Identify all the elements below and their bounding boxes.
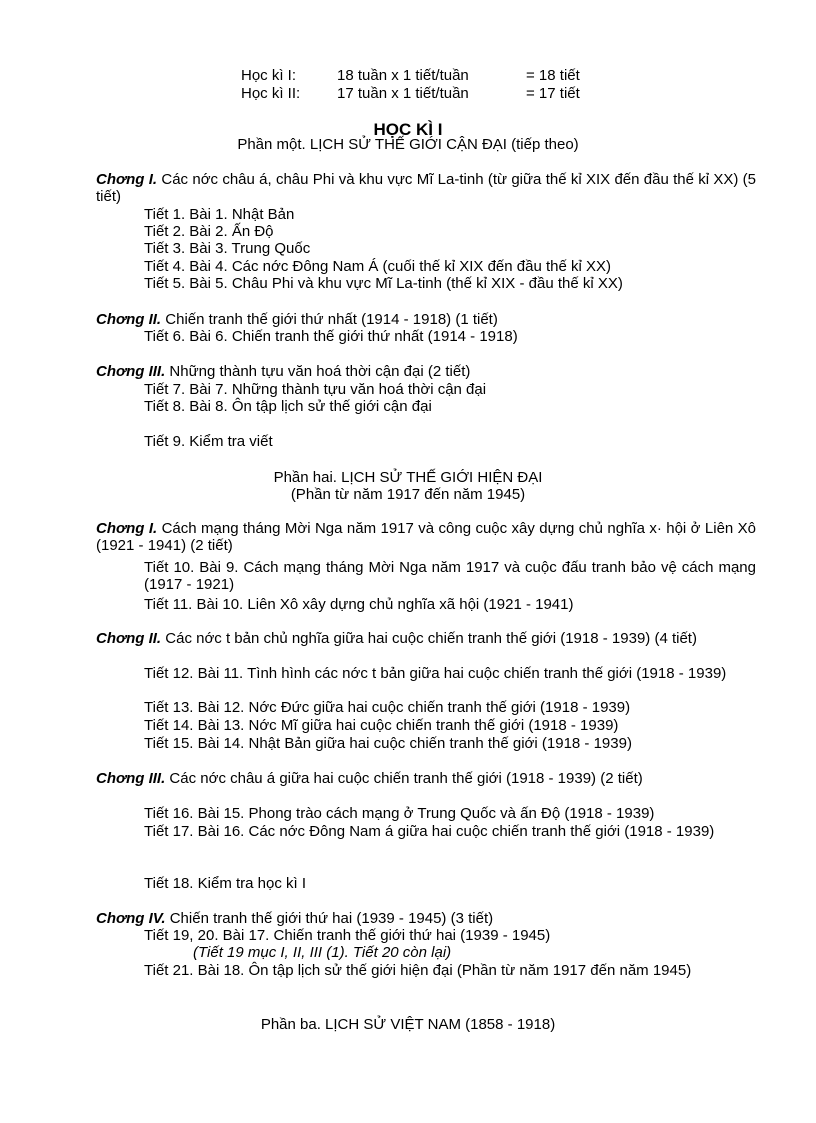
chapter-number: II. — [148, 630, 162, 647]
chapter-number: I. — [148, 171, 158, 188]
chapter-2 — [96, 311, 756, 328]
schedule-calc: 17 tuần x 1 tiết/tuần — [337, 85, 469, 102]
chapter-label: Chơng — [96, 770, 145, 787]
lesson-item: Tiết 10. Bài 9. Cách mạng tháng Mời Nga năm 1917 và cuộc đấu tranh bảo vệ cách mạng (1917 - 1921) — [144, 559, 756, 593]
chapter-label: Chơng — [96, 630, 145, 647]
lesson-item: Tiết 5. Bài 5. Châu Phi và khu vực Mĩ La-tinh (thế kỉ XIX - đầu thế kỉ XX) — [144, 275, 623, 292]
chapter-title: Các nớc châu á giữa hai cuộc chiến tranh thế giới (1918 - 1939) (2 tiết) — [169, 770, 643, 787]
lesson-item: Tiết 14. Bài 13. Nớc Mĩ giữa hai cuộc chiến tranh thế giới (1918 - 1939) — [144, 717, 619, 734]
lesson-item: Tiết 17. Bài 16. Các nớc Đông Nam á giữa hai cuộc chiến tranh thế giới (1918 - 1939) — [144, 823, 715, 840]
part-two-subtitle: (Phần từ năm 1917 đến năm 1945) — [290, 486, 526, 503]
part-prefix: Phần một. — [237, 136, 306, 153]
chapter-number: I. — [148, 520, 158, 537]
lesson-item: Tiết 15. Bài 14. Nhật Bản giữa hai cuộc chiến tranh thế giới (1918 - 1939) — [144, 735, 632, 752]
lesson-note: (Tiết 19 mục I, II, III (1). Tiết 20 còn lại) — [193, 944, 452, 961]
schedule-total: = 18 tiết — [526, 67, 580, 84]
chapter-label: Chơng — [96, 910, 145, 927]
p2-chapter-4 — [96, 910, 756, 927]
p2-chapter-3 — [96, 770, 756, 787]
p2-chapter-2 — [96, 630, 756, 647]
part-prefix: Phần hai. — [273, 469, 337, 486]
chapter-label: Chơng — [96, 311, 145, 328]
test-item: Tiết 9. Kiểm tra viết — [144, 433, 273, 450]
chapter-label: Chơng — [96, 171, 145, 188]
lesson-item: Tiết 3. Bài 3. Trung Quốc — [144, 240, 311, 257]
chapter-label: Chơng — [96, 520, 145, 537]
lesson-item: Tiết 11. Bài 10. Liên Xô xây dựng chủ nghĩa xã hội (1921 - 1941) — [144, 596, 574, 613]
part-one-heading — [0, 136, 816, 153]
chapter-number: III. — [148, 363, 166, 380]
lesson-item: Tiết 1. Bài 1. Nhật Bản — [144, 206, 295, 223]
chapter-title: Các nớc châu á, châu Phi và khu vực Mĩ La-tinh (từ giữa thế kỉ XIX đến đầu thế kỉ XX) (5 tiết) — [96, 171, 757, 205]
chapter-number: II. — [148, 311, 162, 328]
schedule-row-2 — [241, 85, 580, 102]
chapter-title: Chiến tranh thế giới thứ nhất (1914 - 1918) (1 tiết) — [165, 311, 498, 328]
part-three-heading — [0, 1016, 816, 1033]
chapter-title: Chiến tranh thế giới thứ hai (1939 - 1945) (3 tiết) — [169, 910, 494, 927]
chapter-title: Cách mạng tháng Mời Nga năm 1917 và công cuộc xây dựng chủ nghĩa x· hội ở Liên Xô (1921 - 1941) (2 tiết) — [96, 520, 757, 554]
part-title: LỊCH SỬ VIỆT NAM — [325, 1016, 461, 1033]
part-title: LỊCH SỬ THẾ GIỚI CẬN ĐẠI — [309, 136, 507, 153]
part-title: LỊCH SỬ THẾ GIỚI HIỆN ĐẠI — [341, 469, 543, 486]
chapter-number: III. — [148, 770, 166, 787]
part-prefix: Phần ba. — [260, 1016, 321, 1033]
chapter-title: Các nớc t bản chủ nghĩa giữa hai cuộc chiến tranh thế giới (1918 - 1939) (4 tiết) — [165, 630, 697, 647]
schedule-calc: 18 tuần x 1 tiết/tuần — [337, 67, 469, 84]
lesson-item: Tiết 12. Bài 11. Tình hình các nớc t bản giữa hai cuộc chiến tranh thế giới (1918 - 1939) — [144, 665, 727, 682]
schedule-total: = 17 tiết — [526, 85, 580, 102]
chapter-label: Chơng — [96, 363, 145, 380]
schedule-term: Học kì I: — [241, 67, 297, 84]
lesson-item: Tiết 8. Bài 8. Ôn tập lịch sử thế giới cận đại — [144, 398, 432, 415]
lesson-item: Tiết 7. Bài 7. Những thành tựu văn hoá thời cận đại — [144, 381, 487, 398]
part-two-heading — [0, 469, 816, 486]
test-item: Tiết 18. Kiểm tra học kì I — [144, 875, 307, 892]
chapter-1 — [96, 171, 756, 205]
term-heading: HỌC KÌ I — [373, 120, 443, 139]
p2-chapter-1 — [96, 520, 756, 554]
lesson-item: Tiết 2. Bài 2. Ấn Độ — [144, 223, 274, 240]
lesson-item: Tiết 16. Bài 15. Phong trào cách mạng ở Trung Quốc và ấn Độ (1918 - 1939) — [144, 805, 655, 822]
part-suffix: (1858 - 1918) — [465, 1016, 556, 1033]
chapter-number: IV. — [148, 910, 166, 927]
lesson-item: Tiết 13. Bài 12. Nớc Đức giữa hai cuộc chiến tranh thế giới (1918 - 1939) — [144, 699, 631, 716]
lesson-item: Tiết 6. Bài 6. Chiến tranh thế giới thứ nhất (1914 - 1918) — [144, 328, 518, 345]
schedule-term: Học kì II: — [241, 85, 301, 102]
lesson-item: Tiết 4. Bài 4. Các nớc Đông Nam Á (cuối thế kỉ XIX đến đầu thế kỉ XX) — [144, 258, 611, 275]
chapter-3 — [96, 363, 756, 380]
schedule-row-1 — [241, 67, 580, 84]
chapter-title: Những thành tựu văn hoá thời cận đại (2 tiết) — [169, 363, 471, 380]
lesson-item: Tiết 19, 20. Bài 17. Chiến tranh thế giới thứ hai (1939 - 1945) — [144, 927, 551, 944]
lesson-item: Tiết 21. Bài 18. Ôn tập lịch sử thế giới hiện đại (Phần từ năm 1917 đến năm 1945) — [144, 962, 692, 979]
part-suffix: (tiếp theo) — [511, 136, 579, 153]
